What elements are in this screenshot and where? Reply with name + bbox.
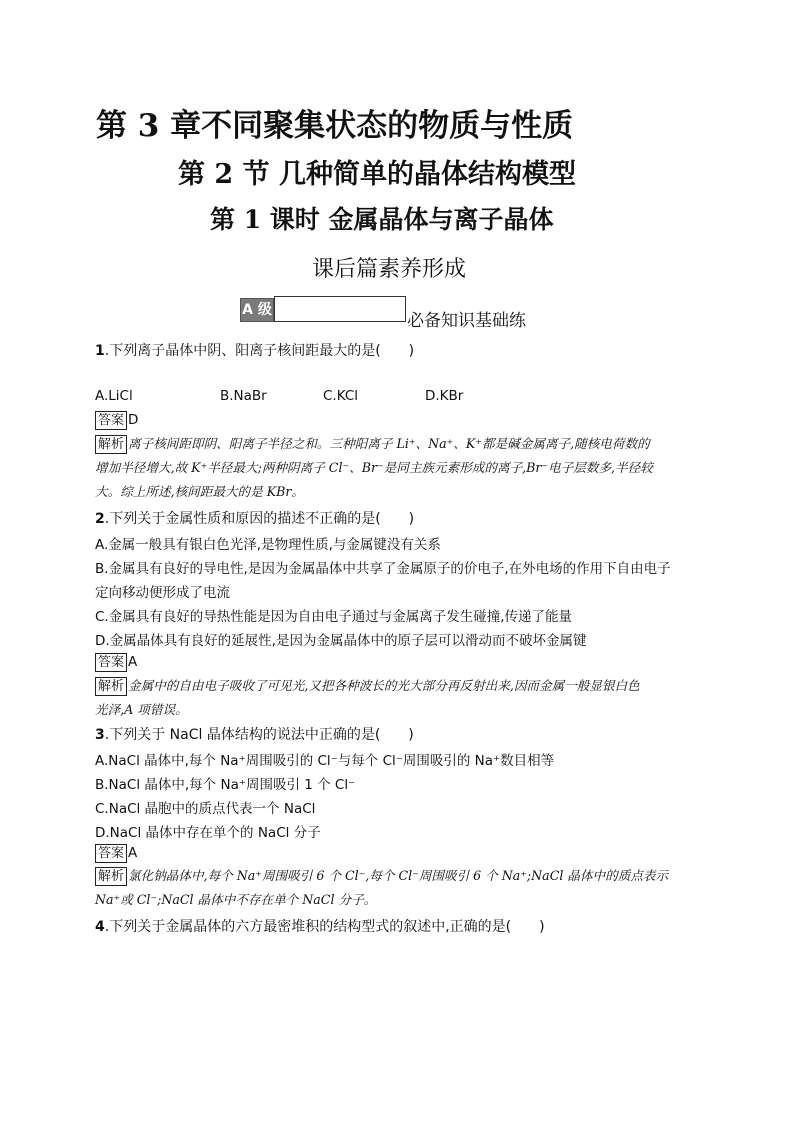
level-title: 必备知识基础练 [407, 311, 526, 331]
lesson-title: 第 1 课时 金属晶体与离子晶体 [210, 205, 554, 234]
q1-answer: 答案 D [95, 411, 138, 430]
score-box [274, 296, 406, 322]
question-4: 4.下列关于金属晶体的六方最密堆积的结构型式的叙述中,正确的是( ) [95, 919, 545, 935]
q2-option-b: B.金属具有良好的导电性,是因为金属晶体中共享了金属原子的价电子,在外电场的作用下自由电子 [95, 561, 671, 577]
q3-answer: 答案 A [95, 844, 137, 863]
q1-analysis: 解析 离子核间距即阴、阳离子半径之和。三种阳离子 Li⁺、Na⁺、K⁺都是碱金属离子,随核电荷数的 增加半径增大,故 K⁺半径最大;两种阴离子 Cl⁻、Br⁻是同主族元素形成的离子,Br⁻电子层数多,半径较 大。综上所述,核间距最大的是 KBr。 [95, 436, 653, 499]
q2-option-c: C.金属具有良好的导热性能是因为自由电子通过与金属离子发生碰撞,传递了能量 [95, 609, 573, 625]
question-3: 3.下列关于 NaCl 晶体结构的说法中正确的是( ) [95, 727, 414, 743]
question-1: 1.下列离子晶体中阴、阳离子核间距最大的是( ) [95, 343, 415, 359]
question-2: 2.下列关于金属性质和原因的描述不正确的是( ) [95, 511, 415, 527]
level-badge: A 级 [240, 298, 274, 322]
q1-option-b: B.NaBr [220, 388, 267, 404]
subheading: 课后篇素养形成 [312, 257, 467, 282]
q1-option-a: A.LiCl [95, 388, 133, 404]
q2-option-d: D.金属晶体具有良好的延展性,是因为金属晶体中的原子层可以滑动而不破坏金属键 [95, 633, 587, 649]
chapter-title: 第 3 章不同聚集状态的物质与性质 [96, 108, 574, 144]
q2-option-a: A.金属一般具有银白色光泽,是物理性质,与金属键没有关系 [95, 537, 441, 553]
q2-option-b-cont: 定向移动便形成了电流 [95, 585, 230, 601]
q3-option-c: C.NaCl 晶胞中的质点代表一个 NaCl [95, 801, 316, 817]
q3-option-b: B.NaCl 晶体中,每个 Na⁺周围吸引 1 个 Cl⁻ [95, 777, 356, 793]
q3-option-d: D.NaCl 晶体中存在单个的 NaCl 分子 [95, 825, 321, 841]
q1-option-c: C.KCl [323, 388, 359, 404]
q3-analysis: 解析 氯化钠晶体中,每个 Na⁺周围吸引 6 个 Cl⁻,每个 Cl⁻周围吸引 6 个 Na⁺;NaCl 晶体中的质点表示 Na⁺或 Cl⁻;NaCl 晶体中不存在单个 NaCl 分子。 [95, 868, 669, 907]
q2-answer: 答案 A [95, 653, 137, 672]
q1-option-d: D.KBr [425, 388, 464, 404]
q2-analysis: 解析 金属中的自由电子吸收了可见光,又把各种波长的光大部分再反射出来,因而金属一般显银白色 光泽,A 项错误。 [95, 678, 640, 717]
section-title: 第 2 节 几种简单的晶体结构模型 [178, 159, 576, 190]
q3-option-a: A.NaCl 晶体中,每个 Na⁺周围吸引的 Cl⁻与每个 Cl⁻周围吸引的 Na⁺数目相等 [95, 753, 555, 769]
